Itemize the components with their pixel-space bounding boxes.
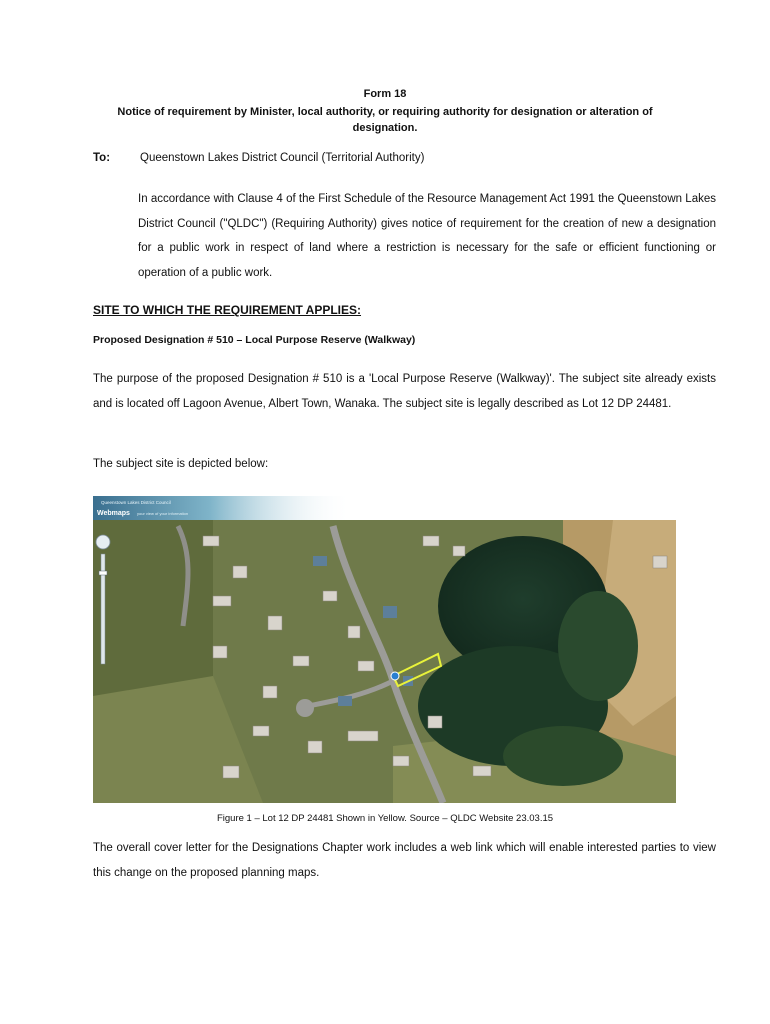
addressee-label: To: — [93, 152, 111, 164]
depicted-text: The subject site is depicted below: — [93, 458, 269, 470]
purpose-text: The purpose of the proposed Designation # 510 is a 'Local Purpose Reserve (Walkway)'. The subject site already exists and is located off Lagoon Avenue, Albert Town, Wanaka. The subject site is legally described as Lot 12 DP 24481. — [93, 373, 716, 410]
intro-text: In accordance with Clause 4 of the First Schedule of the Resource Management Act 1991 the Queenstown Lakes District Council ("QLDC") (Requiring Authority) gives notice of requirement for the creation of new a designation for a public work in respect of land where a restriction is necessary for the safe or efficient functioning or operation of a public work. — [138, 193, 716, 279]
map-pan-control-icon — [96, 535, 110, 549]
aerial-map-image — [93, 496, 676, 803]
designation-heading: Proposed Designation # 510 – Local Purpose Reserve (Walkway) — [93, 334, 416, 346]
addressee-value: Queenstown Lakes District Council (Territorial Authority) — [140, 152, 425, 164]
intro-paragraph — [138, 187, 716, 285]
section-heading: SITE TO WHICH THE REQUIREMENT APPLIES: — [93, 303, 362, 317]
form-title: Form 18 — [363, 88, 407, 100]
aerial-map-svg — [93, 496, 676, 803]
figure-caption: Figure 1 – Lot 12 DP 24481 Shown in Yellow. Source – QLDC Website 23.03.15 — [216, 813, 554, 824]
closing-paragraph — [93, 836, 716, 885]
notice-title: Notice of requirement by Minister, local authority, or requiring authority for designation or alteration of designation. — [117, 106, 653, 134]
map-banner-tagline: your view of your information — [137, 511, 189, 516]
map-banner-logo: Webmaps — [97, 510, 130, 517]
map-zoom-slider-icon — [101, 554, 105, 664]
map-banner-title: Queenstown Lakes District Council — [101, 500, 171, 505]
purpose-paragraph — [93, 367, 716, 416]
closing-text: The overall cover letter for the Designations Chapter work includes a web link which will enable interested parties to view this change on the proposed planning maps. — [93, 842, 716, 879]
